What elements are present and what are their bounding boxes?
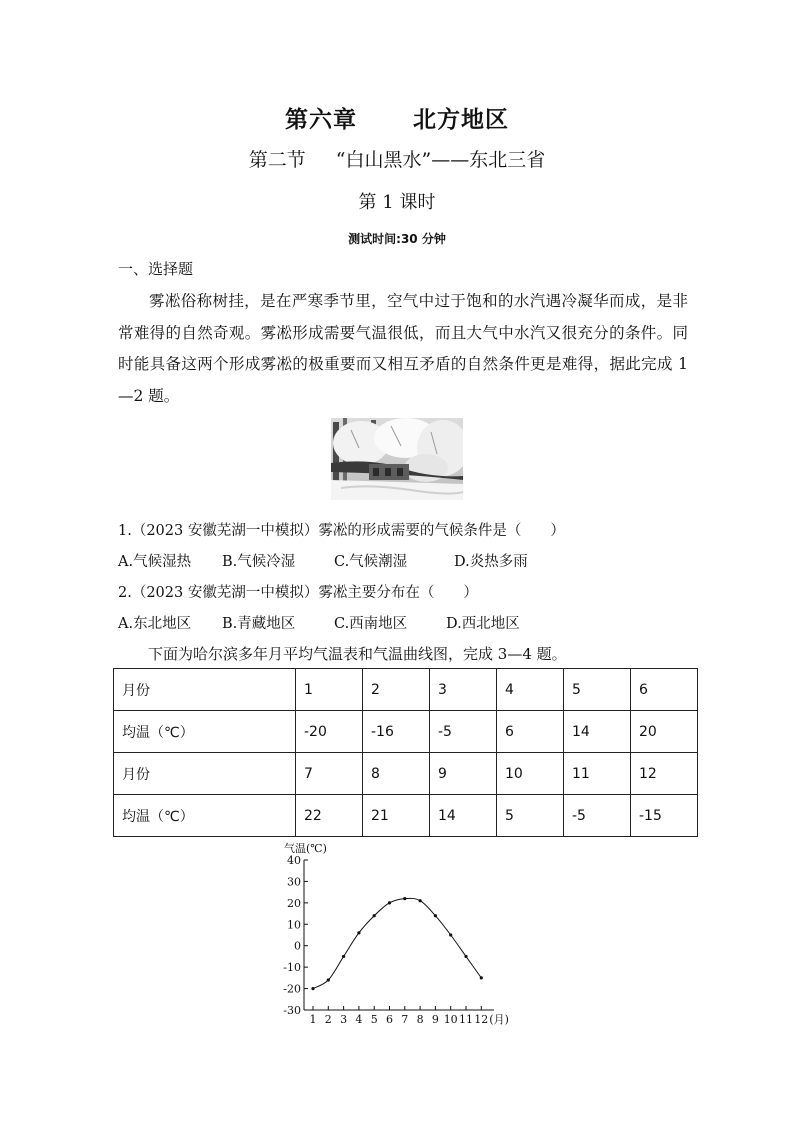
q1-option-a[interactable]: A.气候湿热: [118, 554, 192, 570]
temperature-table: [113, 668, 698, 837]
section-number: 第二节: [248, 149, 306, 171]
table-row: [114, 711, 698, 753]
temperature-line-chart: [280, 840, 520, 1030]
question-2-options: [118, 612, 520, 633]
question-1-stem: 1.（2023 安徽芜湖一中模拟）雾凇的形成需要的气候条件是（ ）: [118, 523, 565, 539]
x-tick-label: 2: [324, 1013, 332, 1026]
table-cell: 2: [363, 669, 430, 711]
q1-option-b[interactable]: B.气候冷湿: [222, 554, 296, 570]
table-cell: 10: [497, 753, 564, 795]
table-cell: 8: [363, 753, 430, 795]
table-cell: -15: [631, 795, 698, 837]
x-tick-label: 7: [401, 1013, 409, 1026]
table-cell: 3: [430, 669, 497, 711]
reading-passage: 雾凇俗称树挂，是在严寒季节里，空气中过于饱和的水汽遇冷凝华而成，是非常难得的自然奇观。雾凇形成需要气温很低，而且大气中水汽又很充分的条件。同时能具备这两个形成雾凇的极重要而又相互矛盾的自然条件更是难得，据此完成 1—2 题。: [118, 292, 688, 405]
data-point: [464, 955, 467, 958]
table-cell: -5: [564, 795, 631, 837]
data-point: [434, 914, 437, 917]
x-tick-label: 6: [386, 1013, 393, 1026]
table-cell: 20: [631, 711, 698, 753]
table-cell: 均温（℃）: [114, 795, 296, 837]
table-cell: 4: [497, 669, 564, 711]
table-cell: 月份: [114, 669, 296, 711]
table-cell: 均温（℃）: [114, 711, 296, 753]
table-cell: 22: [296, 795, 363, 837]
table-cell: 月份: [114, 753, 296, 795]
rime-ice-photo: [331, 418, 463, 500]
q1-option-c[interactable]: C.气候潮湿: [334, 554, 408, 570]
lesson-title: 第 1 课时: [358, 192, 436, 213]
table-row: [114, 753, 698, 795]
table-cell: -20: [296, 711, 363, 753]
data-point: [403, 897, 406, 900]
data-point: [419, 899, 422, 902]
x-tick-label: 11: [459, 1013, 473, 1026]
table-cell: 11: [564, 753, 631, 795]
table-cell: -16: [363, 711, 430, 753]
y-axis-label: 气温(℃): [284, 842, 327, 855]
data-point: [373, 914, 376, 917]
x-tick-label: 10: [443, 1013, 458, 1026]
x-tick-label: 4: [355, 1013, 363, 1026]
table-cell: 7: [296, 753, 363, 795]
y-tick-label: 30: [287, 875, 301, 889]
table-intro: 下面为哈尔滨多年月平均气温表和气温曲线图，完成 3—4 题。: [148, 645, 567, 663]
table-row: [114, 795, 698, 837]
x-tick-label: 8: [416, 1013, 424, 1026]
x-tick-label: 1: [309, 1013, 317, 1026]
q2-option-a[interactable]: A.东北地区: [118, 616, 192, 632]
chapter-name: 北方地区: [413, 106, 509, 133]
x-axis-label: (月): [489, 1013, 509, 1026]
x-tick-label: 5: [370, 1013, 378, 1026]
data-point: [480, 976, 483, 979]
q2-option-d[interactable]: D.西北地区: [446, 616, 520, 632]
table-cell: 5: [497, 795, 564, 837]
table-cell: 12: [631, 753, 698, 795]
table-cell: 1: [296, 669, 363, 711]
test-time: 测试时间:30 分钟: [348, 232, 446, 246]
table-cell: 6: [497, 711, 564, 753]
table-cell: 6: [631, 669, 698, 711]
y-tick-label: 40: [287, 854, 301, 867]
y-tick-label: 20: [287, 896, 301, 910]
question-1-options: [118, 550, 528, 571]
chapter-title: [0, 101, 794, 134]
section-name: “白山黑水”——东北三省: [335, 149, 546, 171]
data-point: [327, 978, 330, 981]
table-cell: -5: [430, 711, 497, 753]
data-point: [449, 933, 452, 936]
x-tick-label: 12: [474, 1013, 489, 1026]
table-row: [114, 669, 698, 711]
data-point: [357, 931, 360, 934]
data-point: [388, 901, 391, 904]
q1-option-d[interactable]: D.炎热多雨: [454, 554, 528, 570]
table-cell: 14: [564, 711, 631, 753]
y-tick-label: -10: [283, 961, 301, 975]
table-cell: 14: [430, 795, 497, 837]
data-point: [342, 955, 345, 958]
q2-option-b[interactable]: B.青藏地区: [222, 616, 296, 632]
table-cell: 9: [430, 753, 497, 795]
y-tick-label: 10: [287, 918, 301, 932]
table-cell: 5: [564, 669, 631, 711]
x-tick-label: 3: [340, 1013, 348, 1026]
table-cell: 21: [363, 795, 430, 837]
x-tick-label: 9: [431, 1013, 439, 1026]
q2-option-c[interactable]: C.西南地区: [334, 616, 408, 632]
y-tick-label: 0: [294, 939, 301, 953]
data-point: [311, 987, 314, 990]
temperature-series-line: [313, 898, 481, 988]
question-type-heading: 一、选择题: [118, 260, 194, 278]
chapter-number: 第六章: [285, 106, 357, 133]
question-2-stem: 2.（2023 安徽芜湖一中模拟）雾凇主要分布在（ ）: [118, 585, 478, 601]
y-tick-label: -30: [283, 1004, 301, 1017]
y-tick-label: -20: [283, 982, 301, 996]
section-title: [0, 145, 794, 172]
